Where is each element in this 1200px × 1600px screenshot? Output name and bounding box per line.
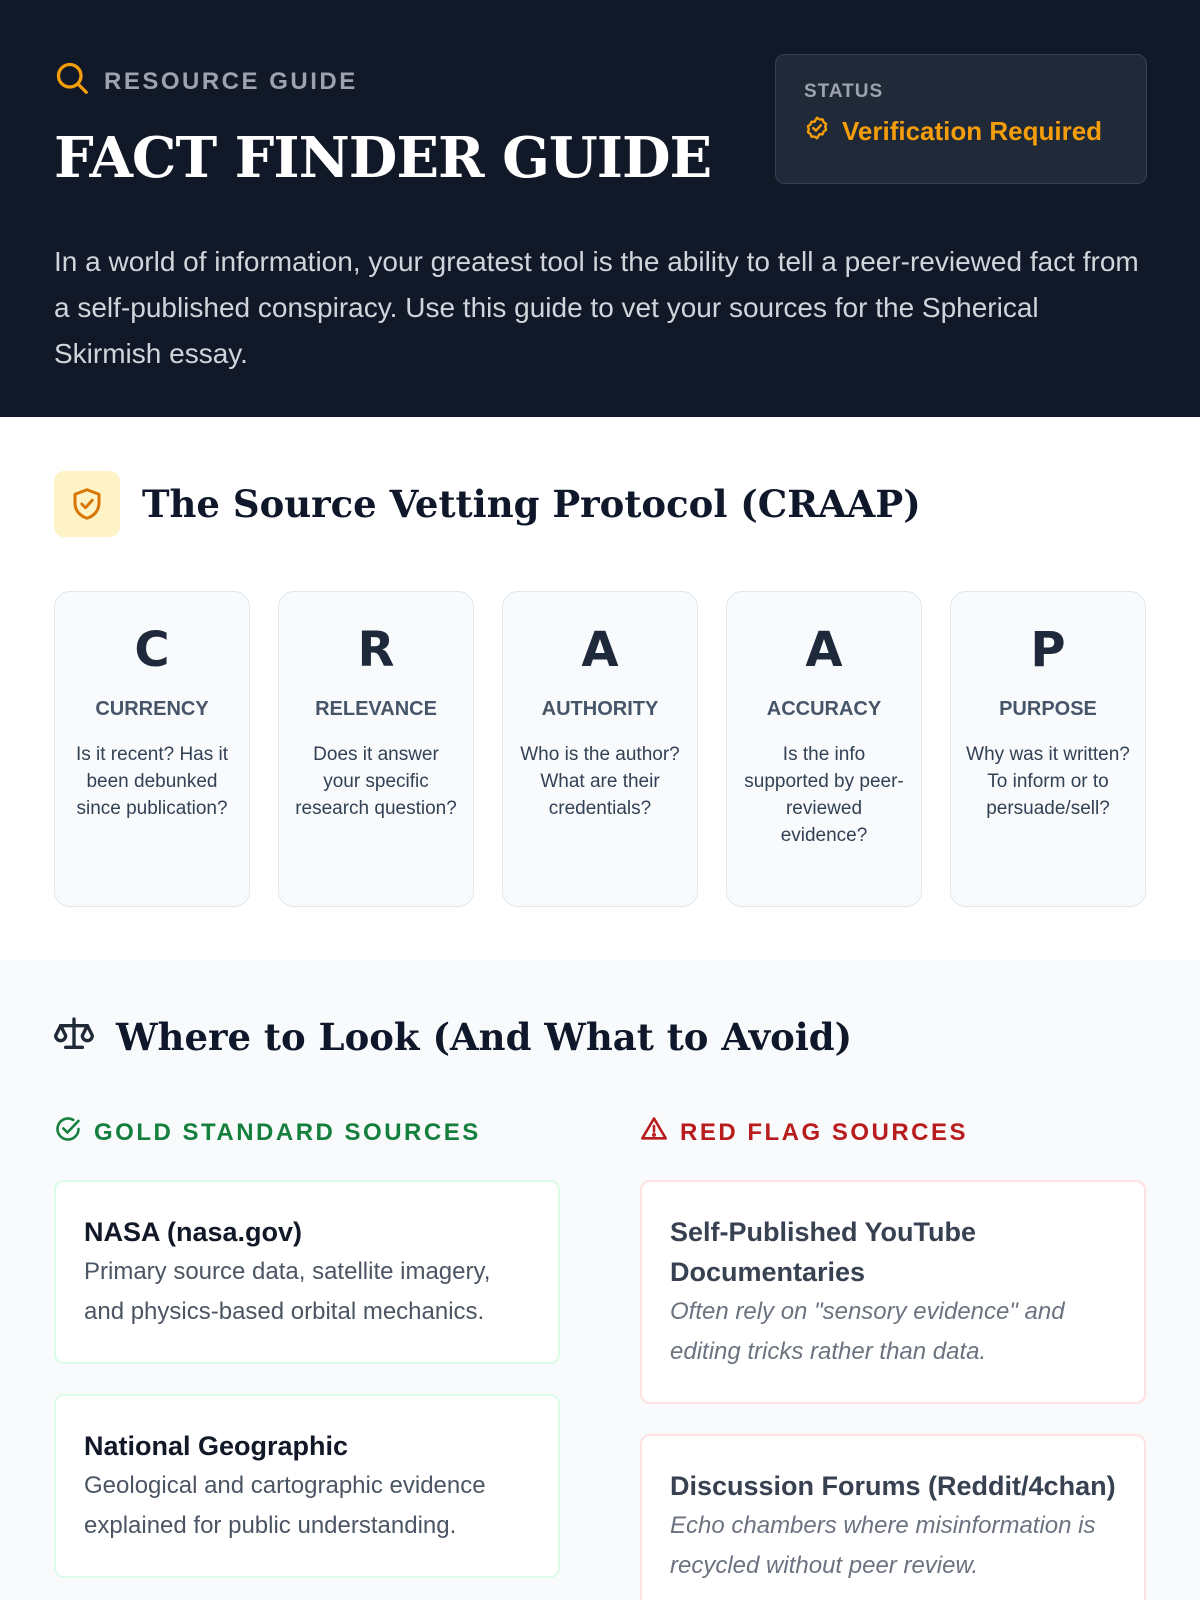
- source-card: [640, 1434, 1146, 1600]
- red-flag-column: [640, 1115, 1146, 1600]
- source-title: NASA (nasa.gov): [84, 1217, 303, 1247]
- scale-icon: [54, 1014, 94, 1059]
- craap-cards: [54, 591, 1146, 907]
- craap-card-currency: [54, 591, 250, 907]
- gold-standard-heading: [54, 1115, 560, 1150]
- status-value: Verification Required: [842, 116, 1103, 146]
- sources-title: Where to Look (And What to Avoid): [116, 1014, 853, 1059]
- source-description: Primary source data, satellite imagery, and physics-based orbital mechanics.: [84, 1258, 491, 1325]
- source-title: Self-Published YouTube Documentaries: [670, 1217, 977, 1287]
- craap-header: [54, 471, 1146, 537]
- source-title: National Geographic: [84, 1431, 349, 1461]
- warning-triangle-icon: [640, 1115, 668, 1150]
- craap-section: [0, 417, 1200, 960]
- craap-card-accuracy: [726, 591, 922, 907]
- card-letter: A: [805, 622, 843, 678]
- check-circle-icon: [54, 1115, 82, 1150]
- gold-standard-label: GOLD STANDARD SOURCES: [94, 1118, 481, 1146]
- source-title: Discussion Forums (Reddit/4chan): [670, 1471, 1116, 1501]
- source-description: Echo chambers where misinformation is recycled without peer review.: [670, 1512, 1096, 1579]
- craap-card-purpose: [950, 591, 1146, 907]
- card-letter: A: [581, 622, 619, 678]
- craap-card-authority: [502, 591, 698, 907]
- source-description: Often rely on "sensory evidence" and editing tricks rather than data.: [670, 1298, 1065, 1365]
- sources-section: [0, 960, 1200, 1600]
- craap-title: The Source Vetting Protocol (CRAAP): [142, 482, 921, 526]
- source-card: [640, 1180, 1146, 1404]
- card-description: Why was it written? To inform or to persuade/sell?: [966, 744, 1130, 819]
- craap-card-relevance: [278, 591, 474, 907]
- status-label: STATUS: [804, 81, 884, 102]
- source-card: [54, 1180, 560, 1364]
- search-icon: [54, 60, 90, 103]
- sources-columns: [54, 1115, 1146, 1600]
- source-card: [54, 1394, 560, 1578]
- card-description: Who is the author? What are their credentials?: [520, 744, 680, 819]
- shield-check-icon: [54, 471, 120, 537]
- status-badge: [804, 115, 1118, 148]
- card-name: RELEVANCE: [315, 698, 437, 720]
- hero-description: In a world of information, your greatest tool is the ability to tell a peer-reviewed fact from a self-published conspiracy. Use this guide to vet your sources for the Spherical Skirmish essay.: [54, 246, 1139, 369]
- card-name: PURPOSE: [999, 698, 1097, 720]
- check-badge-icon: [804, 115, 830, 148]
- card-name: ACCURACY: [766, 698, 882, 720]
- source-description: Geological and cartographic evidence explained for public understanding.: [84, 1472, 486, 1539]
- card-letter: P: [1030, 622, 1066, 678]
- card-letter: C: [134, 622, 170, 678]
- eyebrow-label: RESOURCE GUIDE: [104, 67, 358, 95]
- hero-header: [0, 0, 1200, 417]
- card-description: Is the info supported by peer-reviewed evidence?: [744, 744, 904, 846]
- card-letter: R: [357, 622, 395, 678]
- card-description: Is it recent? Has it been debunked since publication?: [75, 744, 229, 819]
- sources-header: [54, 1014, 1146, 1059]
- card-name: AUTHORITY: [541, 698, 659, 720]
- card-name: CURRENCY: [95, 698, 209, 720]
- red-flag-heading: [640, 1115, 1146, 1150]
- page-title: FACT FINDER GUIDE: [54, 125, 712, 191]
- gold-standard-column: [54, 1115, 560, 1600]
- status-card: [775, 54, 1147, 184]
- red-flag-label: RED FLAG SOURCES: [680, 1118, 969, 1146]
- card-description: Does it answer your specific research question?: [295, 744, 457, 819]
